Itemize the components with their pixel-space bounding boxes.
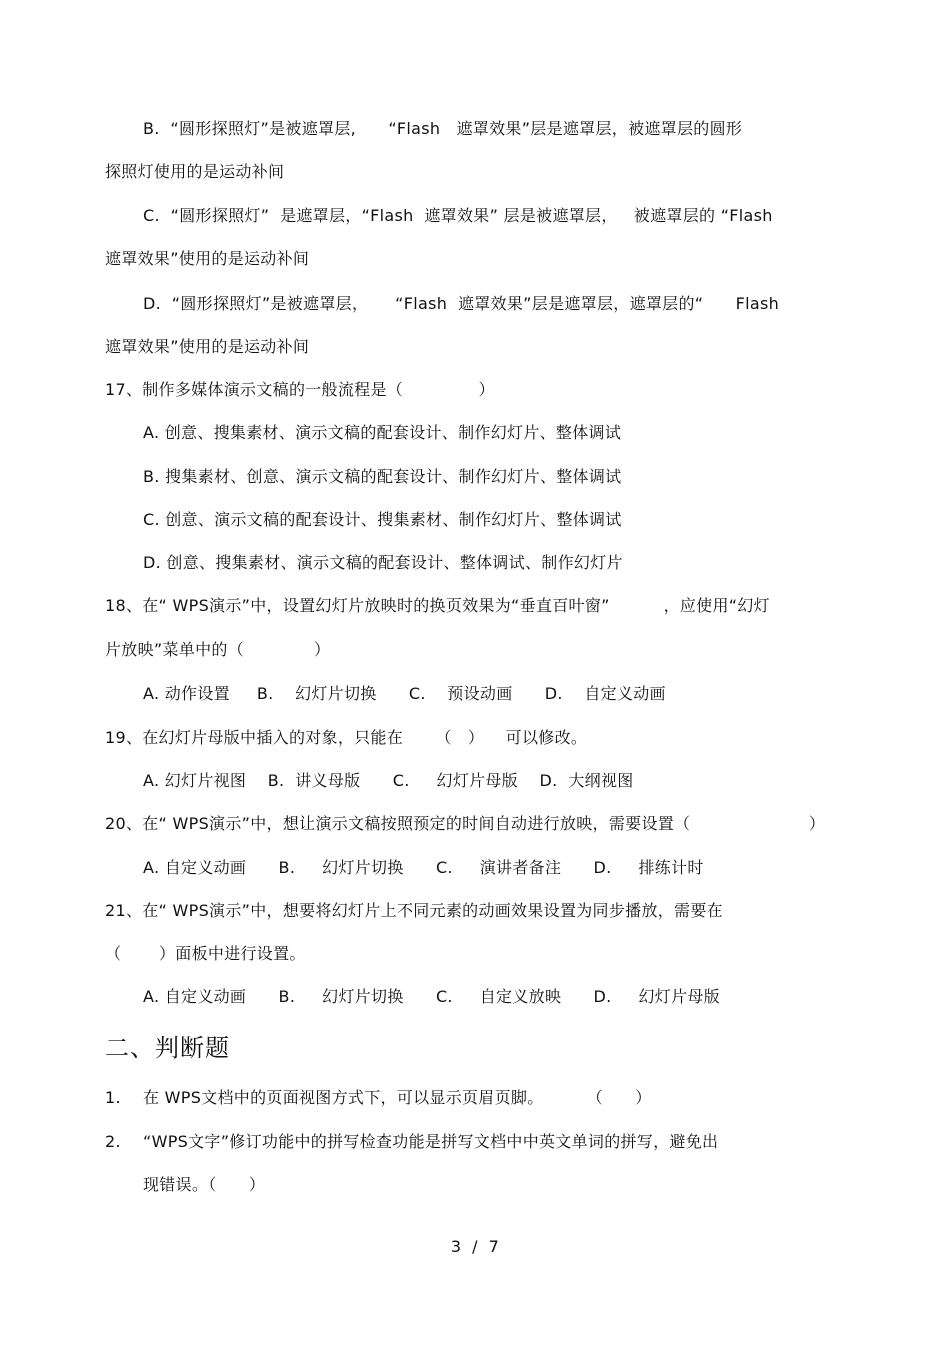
q21-stem-line1: 21、在“ WPS演示”中，想要将幻灯片上不同元素的动画效果设置为同步播放，需要在 <box>105 901 723 920</box>
tf2-text-line1: “WPS文字”修订功能中的拼写检查功能是拼写文档中中英文单词的拼写，避免出 <box>143 1132 719 1151</box>
tf2-text-line2: 现错误。（ ） <box>143 1175 266 1194</box>
page-number: 3 / 7 <box>450 1237 500 1256</box>
tf1-text: 在 WPS文档中的页面视图方式下，可以显示页眉页脚。 （ ） <box>143 1088 652 1107</box>
q19-options: A. 幻灯片视图 B. 讲义母版 C. 幻灯片母版 D. 大纲视图 <box>143 771 634 790</box>
q20-options: A. 自定义动画 B. 幻灯片切换 C. 演讲者备注 D. 排练计时 <box>143 858 704 877</box>
q16-option-b-line2: 探照灯使用的是运动补间 <box>105 162 285 181</box>
q18-stem-line1: 18、在“ WPS演示”中，设置幻灯片放映时的换页效果为“垂直百叶窗” ，应使用“幻灯 <box>105 596 770 615</box>
q20-stem: 20、在“ WPS演示”中，想让演示文稿按照预定的时间自动进行放映，需要设置（ ） <box>105 814 826 833</box>
section-heading: 二、判断题 <box>105 1034 230 1062</box>
q17-option-a: A. 创意、搜集素材、演示文稿的配套设计、制作幻灯片、整体调试 <box>143 423 622 442</box>
q16-option-d-line2: 遮罩效果”使用的是运动补间 <box>105 337 310 356</box>
tf1-number: 1. <box>105 1088 121 1107</box>
q21-options: A. 自定义动画 B. 幻灯片切换 C. 自定义放映 D. 幻灯片母版 <box>143 987 720 1006</box>
q16-option-c-line1: C. “圆形探照灯” 是遮罩层，“Flash 遮罩效果” 层是被遮罩层， 被遮罩层的 “Flash <box>143 206 773 225</box>
q17-option-c: C. 创意、演示文稿的配套设计、搜集素材、制作幻灯片、整体调试 <box>143 510 622 529</box>
tf2-number: 2. <box>105 1132 121 1151</box>
q17-option-d: D. 创意、搜集素材、演示文稿的配套设计、整体调试、制作幻灯片 <box>143 553 623 572</box>
q18-options: A. 动作设置 B. 幻灯片切换 C. 预设动画 D. 自定义动画 <box>143 684 666 703</box>
q18-stem-line2: 片放映”菜单中的（ ） <box>105 640 331 659</box>
q16-option-d-line1: D. “圆形探照灯”是被遮罩层， “Flash 遮罩效果”层是遮罩层，遮罩层的“ Flash <box>143 294 780 313</box>
q19-stem: 19、在幻灯片母版中插入的对象，只能在 （ ） 可以修改。 <box>105 728 588 747</box>
q17-option-b: B. 搜集素材、创意、演示文稿的配套设计、制作幻灯片、整体调试 <box>143 467 622 486</box>
q17-stem: 17、制作多媒体演示文稿的一般流程是（ ） <box>105 380 495 399</box>
q16-option-b-line1: B. “圆形探照灯”是被遮罩层, “Flash 遮罩效果”层是遮罩层，被遮罩层的圆形 <box>143 119 743 138</box>
q21-stem-line2: （ ）面板中进行设置。 <box>105 944 306 963</box>
q16-option-c-line2: 遮罩效果”使用的是运动补间 <box>105 249 310 268</box>
